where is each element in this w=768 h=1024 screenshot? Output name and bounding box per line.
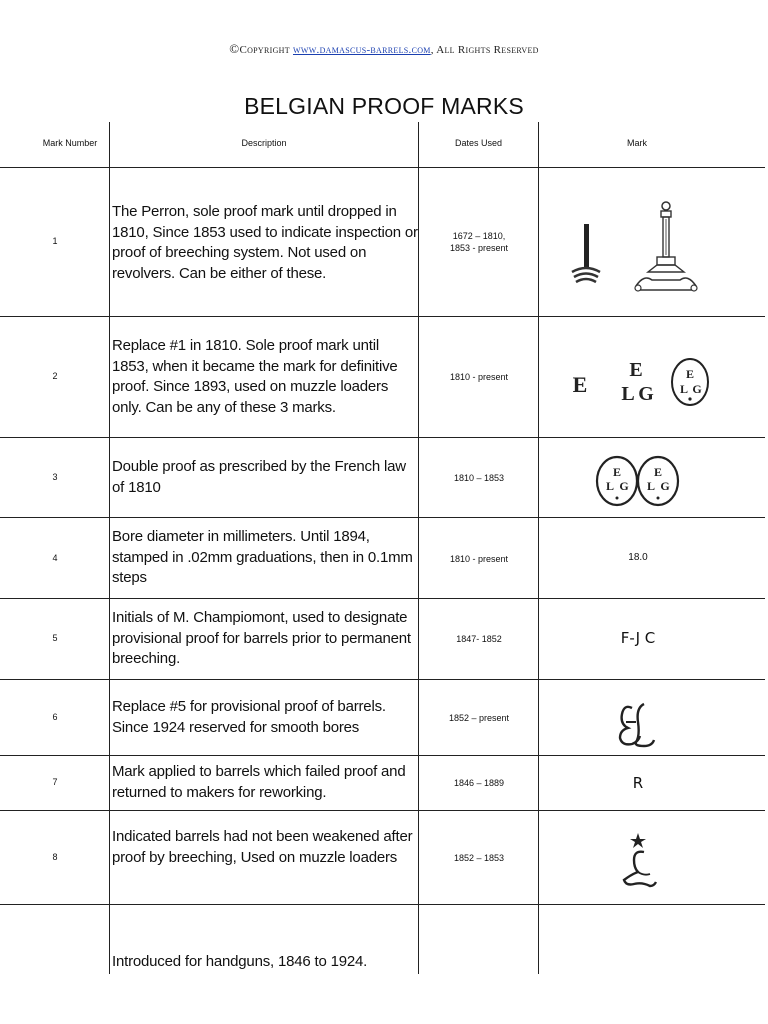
perron-icon	[540, 194, 736, 298]
script-el-icon	[540, 696, 736, 752]
column-header-mark: Mark	[627, 138, 647, 148]
copyright-symbol: ©	[229, 41, 240, 56]
dates-line: 1847- 1852	[456, 634, 502, 644]
mark-letter-e: E	[572, 372, 588, 397]
double-oval-elg-icon	[540, 452, 736, 508]
dates-line: 1810 - present	[449, 554, 509, 564]
dates-used	[420, 777, 538, 789]
mark-description: Replace #1 in 1810. Sole proof mark until 1853, when it became the mark for definitive proof. Since 1893, used on muzzle loaders only. Can be any of these 3 marks.	[112, 337, 398, 416]
column-header-mark-number: Mark Number	[42, 138, 98, 148]
dates-used	[420, 472, 538, 484]
mark-description: Bore diameter in millimeters. Until 1894, stamped in .02mm graduations, then in 0.1mm steps	[112, 528, 413, 586]
mark-number: 6	[52, 712, 58, 722]
mark-description: Indicated barrels had not been weakened after proof by breeching, Used on muzzle loaders	[112, 828, 413, 866]
mark-letter-l: L	[679, 382, 689, 396]
mark-letter-e: E	[612, 465, 622, 479]
dates-line: 1852 – present	[448, 713, 510, 723]
mark-letter-l: L	[646, 479, 656, 493]
mark-number: 2	[52, 371, 58, 381]
dates-used	[420, 712, 538, 724]
mark-description: Initials of M. Champiomont, used to designate provisional proof for barrels prior to permanent breeching.	[112, 609, 411, 667]
table-divider	[0, 316, 765, 317]
mark-description: Replace #5 for provisional proof of barrels. Since 1924 reserved for smooth bores	[112, 698, 386, 736]
star-script-l-icon	[540, 830, 736, 892]
mark-text: R	[632, 774, 644, 792]
dates-line: 1810 - present	[449, 372, 509, 382]
mark-number: 7	[52, 777, 58, 787]
table-divider	[0, 517, 765, 518]
dates-used	[420, 852, 538, 864]
mark-text: F-J C	[620, 629, 656, 647]
copyright-line	[0, 41, 768, 57]
e-lg-marks-icon	[540, 346, 736, 416]
table-divider	[0, 904, 765, 905]
copyright-link[interactable]: www.damascus-barrels.com	[293, 44, 431, 56]
mark-letter-e: E	[685, 367, 695, 381]
mark-image	[540, 346, 736, 416]
dates-used	[420, 230, 538, 254]
table-divider	[0, 167, 765, 168]
dates-line: 1846 – 1889	[453, 778, 505, 788]
mark-text: 18.0	[628, 552, 648, 563]
table-divider	[0, 810, 765, 811]
page-title: BELGIAN PROOF MARKS	[244, 93, 524, 119]
dates-used	[420, 633, 538, 645]
mark-image	[540, 452, 736, 508]
mark-description: The Perron, sole proof mark until dropped in 1810, Since 1853 used to indicate inspection or proof of breeching system. Not used on revolvers. Can be either of these.	[112, 203, 418, 282]
dates-used	[420, 371, 538, 383]
mark-letter-g: G	[638, 383, 654, 405]
mark-image	[540, 194, 736, 298]
dates-line: 1672 – 1810,	[452, 231, 506, 241]
mark-number: 1	[52, 236, 58, 246]
mark-letter-l: L	[621, 383, 635, 405]
mark-number: 3	[52, 472, 58, 482]
mark-description: Introduced for handguns, 1846 to 1924.	[112, 953, 368, 970]
mark-number: 5	[52, 633, 58, 643]
column-header-description: Description	[241, 138, 287, 148]
mark-description: Double proof as prescribed by the French law of 1810	[112, 458, 406, 496]
mark-letter-e: E	[653, 465, 663, 479]
mark-letter-l: L	[605, 479, 615, 493]
mark-letter-g: G	[692, 382, 702, 396]
copyright-prefix: Copyright	[239, 44, 293, 56]
mark-image	[540, 696, 736, 752]
table-divider	[538, 122, 539, 974]
table-divider	[0, 437, 765, 438]
table-divider	[418, 122, 419, 974]
table-divider	[0, 755, 765, 756]
mark-letter-e: E	[629, 359, 643, 381]
mark-letter-g: G	[660, 479, 670, 493]
dates-used	[420, 553, 538, 565]
copyright-suffix: , All Rights Reserved	[430, 44, 539, 56]
mark-description: Mark applied to barrels which failed proof and returned to makers for reworking.	[112, 763, 406, 801]
column-header-dates-used: Dates Used	[454, 138, 503, 148]
table-divider	[109, 122, 110, 974]
mark-image	[540, 830, 736, 892]
mark-number: 4	[52, 553, 58, 563]
mark-number: 8	[52, 852, 58, 862]
dates-line: 1852 – 1853	[453, 853, 505, 863]
table-divider	[0, 598, 765, 599]
table-divider	[0, 679, 765, 680]
mark-letter-g: G	[619, 479, 629, 493]
dates-line: 1810 – 1853	[453, 473, 505, 483]
dates-line: 1853 - present	[449, 243, 509, 253]
